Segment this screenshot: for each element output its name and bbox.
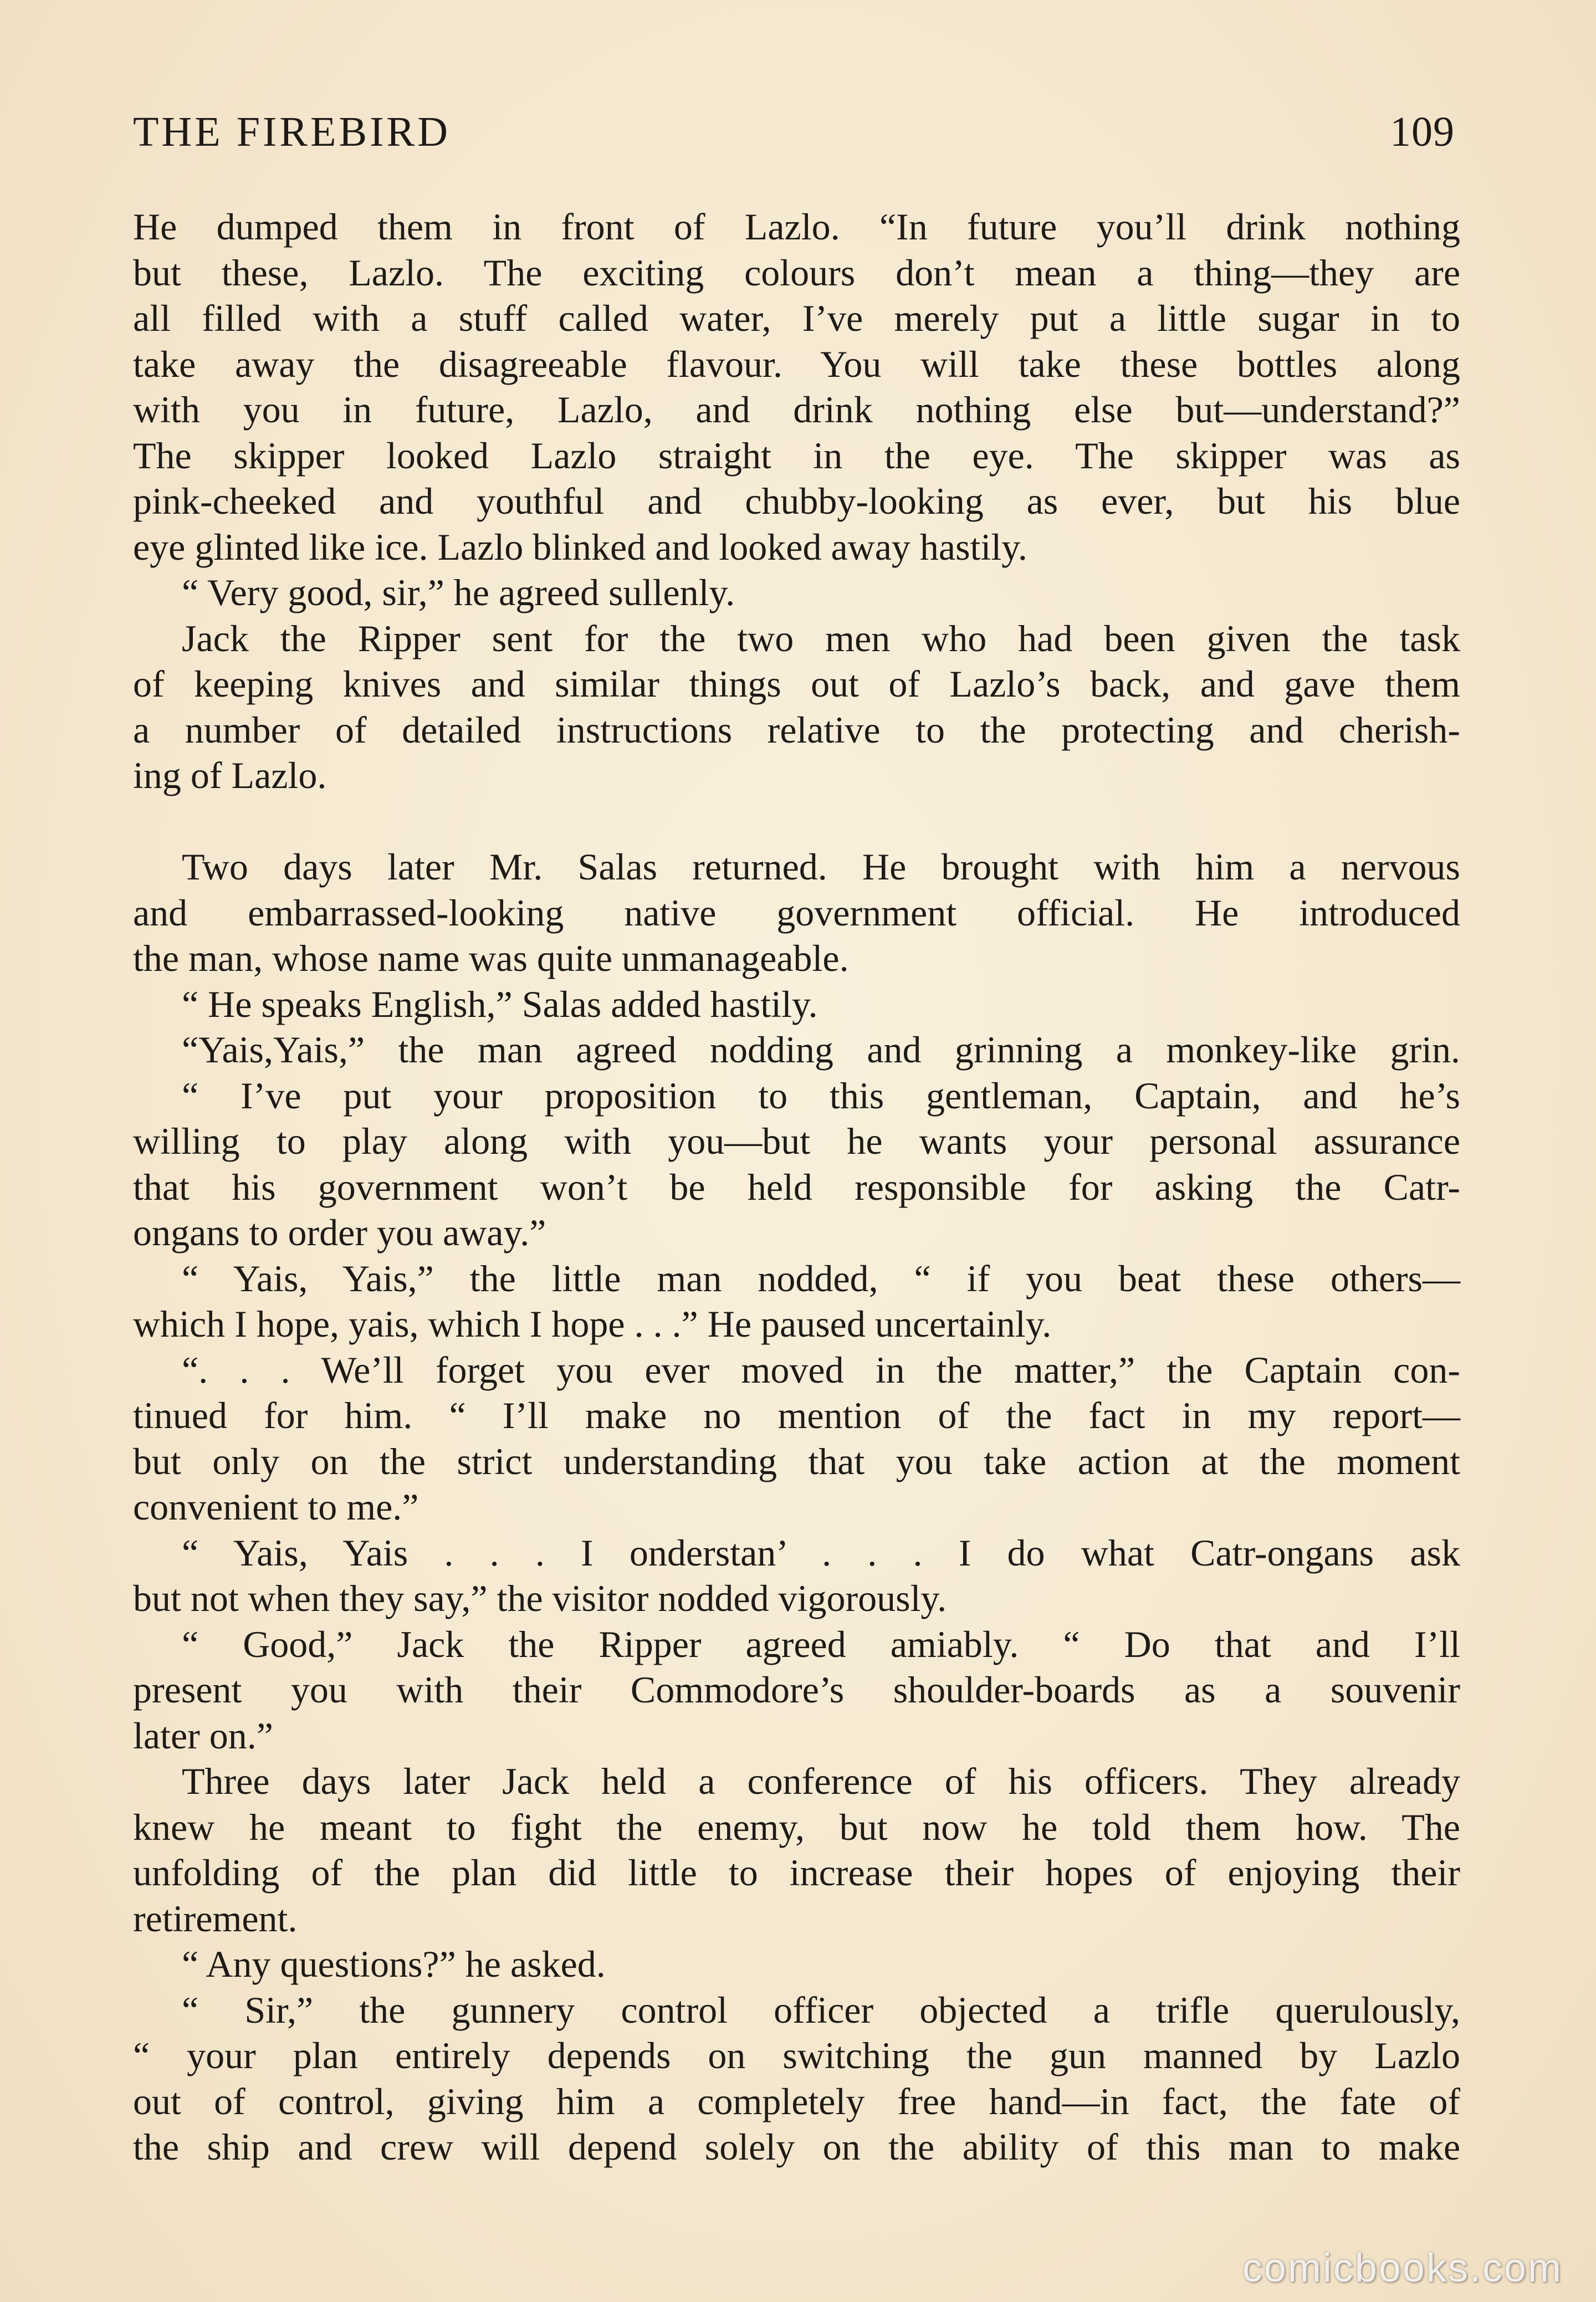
text-line: knew he meant to fight the enemy, but now he told them how. The bbox=[133, 1805, 1460, 1848]
text-line: “ Good,” Jack the Ripper agreed amiably. “ Do that and I’ll bbox=[182, 1623, 1460, 1665]
text-line: Three days later Jack held a conference of his officers. They already bbox=[182, 1760, 1460, 1802]
text-line: retirement. bbox=[133, 1897, 298, 1940]
text-line: later on.” bbox=[133, 1714, 273, 1757]
text-line: convenient to me.” bbox=[133, 1486, 419, 1528]
text-line: “ He speaks English,” Salas added hastily. bbox=[182, 983, 818, 1025]
text-line: “ I’ve put your proposition to this gentleman, Captain, and he’s bbox=[182, 1074, 1460, 1117]
text-line: Jack the Ripper sent for the two men who had been given the task bbox=[182, 617, 1460, 659]
page-number: 109 bbox=[1390, 109, 1455, 155]
text-line: “ Yais, Yais,” the little man nodded, “ if you beat these others— bbox=[182, 1257, 1460, 1300]
text-line: but these, Lazlo. The exciting colours don’t mean a thing—they are bbox=[133, 251, 1460, 294]
text-line: Two days later Mr. Salas returned. He brought with him a nervous bbox=[182, 846, 1460, 888]
text-line: out of control, giving him a completely free hand—in fact, the fate of bbox=[133, 2080, 1460, 2122]
text-line: “ Sir,” the gunnery control officer objected a trifle querulously, bbox=[182, 1988, 1460, 2031]
text-line: eye glinted like ice. Lazlo blinked and looked away hastily. bbox=[133, 525, 1027, 568]
text-line: “ Yais, Yais . . . I onderstan’ . . . I do what Catr-ongans ask bbox=[182, 1531, 1460, 1574]
text-line: with you in future, Lazlo, and drink nothing else but—understand?” bbox=[133, 388, 1460, 431]
text-line: ongans to order you away.” bbox=[133, 1211, 546, 1254]
running-title: THE FIREBIRD bbox=[133, 109, 451, 155]
text-line: all filled with a stuff called water, I’ve merely put a little sugar in to bbox=[133, 297, 1460, 339]
text-line: the man, whose name was quite unmanageable. bbox=[133, 937, 849, 979]
text-line: ing of Lazlo. bbox=[133, 754, 327, 796]
text-line: but not when they say,” the visitor nodded vigorously. bbox=[133, 1577, 947, 1619]
text-line: which I hope, yais, which I hope . . .” He paused uncertainly. bbox=[133, 1303, 1052, 1345]
text-line: present you with their Commodore’s shoulder-boards as a souvenir bbox=[133, 1669, 1460, 1711]
text-line: the ship and crew will depend solely on the ability of this man to make bbox=[133, 2126, 1460, 2168]
body-text bbox=[133, 204, 1460, 2170]
text-line: tinued for him. “ I’ll make no mention of the fact in my report— bbox=[133, 1394, 1460, 1436]
text-line: that his government won’t be held responsible for asking the Catr- bbox=[133, 1165, 1460, 1208]
text-line: unfolding of the plan did little to increase their hopes of enjoying their bbox=[133, 1851, 1460, 1894]
text-line: He dumped them in front of Lazlo. “In future you’ll drink nothing bbox=[133, 206, 1460, 248]
text-line: and embarrassed-looking native government official. He introduced bbox=[133, 891, 1460, 934]
text-line: a number of detailed instructions relative to the protecting and cherish- bbox=[133, 708, 1460, 751]
section-break bbox=[133, 799, 1460, 845]
text-line: The skipper looked Lazlo straight in the eye. The skipper was as bbox=[133, 434, 1460, 477]
text-line: “ your plan entirely depends on switching the gun manned by Lazlo bbox=[133, 2034, 1460, 2076]
text-line: “ Very good, sir,” he agreed sullenly. bbox=[182, 571, 735, 613]
text-line: take away the disagreeable flavour. You will take these bottles along bbox=[133, 342, 1460, 385]
text-line: but only on the strict understanding that you take action at the moment bbox=[133, 1440, 1460, 1482]
text-line: “. . . We’ll forget you ever moved in the matter,” the Captain con- bbox=[182, 1348, 1460, 1391]
text-line: pink-cheeked and youthful and chubby-looking as ever, but his blue bbox=[133, 480, 1460, 522]
text-line: “Yais,Yais,” the man agreed nodding and grinning a monkey-like grin. bbox=[182, 1029, 1460, 1071]
text-line: of keeping knives and similar things out of Lazlo’s back, and gave them bbox=[133, 663, 1460, 705]
running-header bbox=[133, 108, 1455, 169]
watermark: comicbooks.com bbox=[1242, 2246, 1563, 2290]
text-line: willing to play along with you—but he wants your personal assurance bbox=[133, 1120, 1460, 1162]
text-line: “ Any questions?” he asked. bbox=[182, 1943, 606, 1985]
